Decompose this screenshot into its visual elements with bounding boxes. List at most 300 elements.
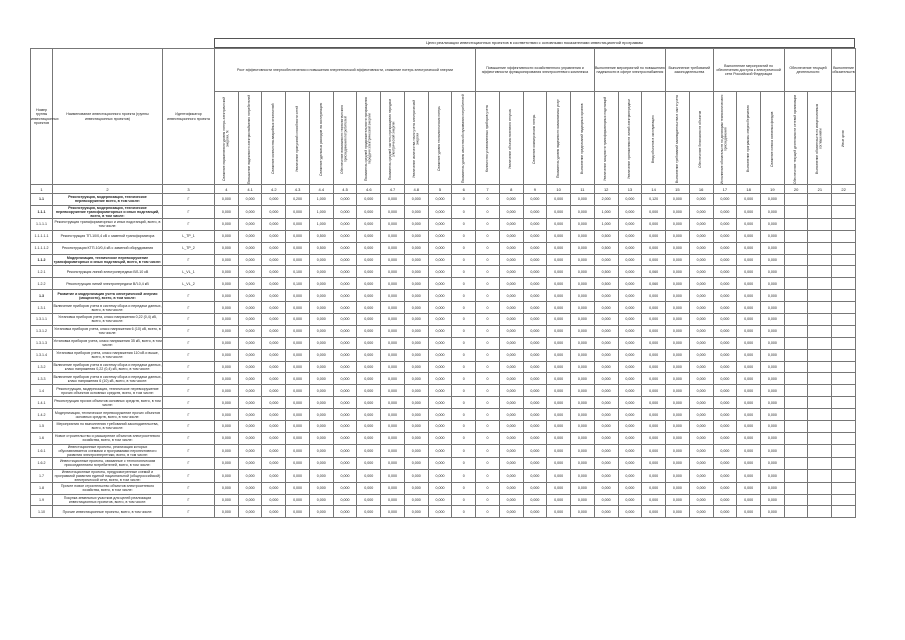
- row-name: Установка приборов учета, класс напряжения 0,22 (0,4) кВ, всего, в том числе:: [53, 314, 163, 326]
- row-value: 0,000: [404, 385, 428, 397]
- table-row: [31, 194, 856, 206]
- row-value: 0,000: [737, 325, 761, 337]
- row-value: 0,000: [642, 254, 666, 266]
- column-number: 17: [713, 185, 737, 194]
- column-header-label: Снижение коммерческих потерь: [532, 114, 537, 164]
- row-identifier: Г: [163, 421, 215, 433]
- row-value: 0,000: [404, 361, 428, 373]
- column-header-label: Выполнение обязательств по концессионным соглашениям: [815, 103, 823, 175]
- row-value: 0,000: [333, 457, 357, 469]
- row-value: 0,000: [523, 290, 547, 302]
- row-value: 0,000: [262, 337, 286, 349]
- row-value: 0,000: [238, 397, 262, 409]
- column-header: [666, 92, 690, 185]
- column-header-label: Повышение надежности электроснабжения потребителей: [247, 94, 252, 184]
- row-value: 0,000: [309, 432, 333, 444]
- row-value: 0: [452, 325, 476, 337]
- column-header-label: Снижение нормативного уровня потерь электрической энергии, %: [221, 97, 230, 181]
- row-value: 0,000: [286, 230, 310, 242]
- row-value: 0,000: [333, 205, 357, 218]
- column-header-label: Выполнение программы энергосбережения: [745, 105, 750, 173]
- row-value: 0,000: [594, 469, 618, 482]
- row-value: 0,000: [523, 432, 547, 444]
- row-value: 0,000: [618, 444, 642, 457]
- row-name: Модернизация, техническое перевооружение прочих объектов основных средств, всего, в том числе:: [53, 409, 163, 421]
- column-header: [476, 92, 500, 185]
- row-value: 0,000: [238, 242, 262, 254]
- row-value: 0,000: [309, 444, 333, 457]
- row-number: 1.1.1: [31, 205, 53, 218]
- row-value-empty: [832, 337, 856, 349]
- top-band-heading: Цели реализации инвестиционных проектов в соответствии с основными показателями инвестиционной программы: [214, 38, 855, 48]
- row-value: 0,000: [333, 444, 357, 457]
- row-value: 0,000: [737, 469, 761, 482]
- column-number: 19: [760, 185, 784, 194]
- row-value: 0,000: [262, 457, 286, 469]
- row-number: 1.1.1.1.1: [31, 230, 53, 242]
- group-header: Выполнение обязательств: [832, 49, 856, 92]
- column-header: [381, 92, 405, 185]
- row-value-empty: [832, 432, 856, 444]
- column-header: [594, 92, 618, 185]
- row-value: 0,000: [713, 254, 737, 266]
- row-value: 0,000: [594, 254, 618, 266]
- group-header: Выполнение мероприятий по повышению надежности в сфере электроснабжения: [594, 49, 665, 92]
- row-value-empty: [832, 385, 856, 397]
- column-header-label: Исполнение обязательств по договорам технологического присоединения: [720, 94, 728, 184]
- column-header: [571, 92, 595, 185]
- column-header: [452, 92, 476, 185]
- column-number: 22: [832, 185, 856, 194]
- row-name: Включение приборов учета в систему сбора и передачи данных, всего, в том числе:: [53, 303, 162, 312]
- row-number: 1.6.1: [31, 444, 53, 457]
- column-header: [760, 92, 784, 185]
- row-value-empty: [784, 278, 808, 290]
- row-value: 0,000: [760, 409, 784, 421]
- row-value: 0,000: [499, 254, 523, 266]
- row-value: 0,000: [666, 444, 690, 457]
- row-value: 0,000: [713, 444, 737, 457]
- row-value: 0,000: [404, 397, 428, 409]
- column-header: [404, 92, 428, 185]
- row-name: Реконструкция линий электропередачи ВЛ-0,4 кВ: [53, 278, 163, 290]
- row-value: 1,000: [309, 194, 333, 206]
- row-value: 0,000: [309, 385, 333, 397]
- row-value: 0,000: [666, 278, 690, 290]
- table-row: [31, 278, 856, 290]
- row-value: 0,000: [523, 457, 547, 469]
- row-value: 0,060: [642, 266, 666, 278]
- table-row: [31, 506, 856, 518]
- column-header-label: Иные цели: [840, 130, 845, 148]
- row-value: 0,000: [547, 242, 571, 254]
- row-value: 0,000: [689, 432, 713, 444]
- row-value: 0,000: [499, 482, 523, 494]
- row-value: 0,000: [594, 482, 618, 494]
- row-identifier: L_VL_1: [163, 266, 215, 278]
- row-value: 0,000: [499, 290, 523, 302]
- row-value: 0,000: [381, 506, 405, 518]
- row-value-empty: [808, 325, 832, 337]
- row-value: 0,000: [215, 349, 239, 361]
- row-value: 0,000: [215, 397, 239, 409]
- row-value: 0,000: [547, 385, 571, 397]
- column-number: 3: [163, 185, 215, 194]
- table-row: [31, 397, 856, 409]
- row-value: 0,000: [666, 361, 690, 373]
- row-value: 0,000: [215, 494, 239, 506]
- column-number: 4.2: [262, 185, 286, 194]
- row-value: 0,000: [357, 278, 381, 290]
- row-value: 0,000: [618, 314, 642, 326]
- row-value: 0,000: [737, 218, 761, 230]
- row-value: 0,000: [357, 506, 381, 518]
- row-value: 0,000: [618, 254, 642, 266]
- row-value: 0,000: [499, 194, 523, 206]
- row-value-empty: [784, 349, 808, 361]
- row-value: 0,000: [215, 361, 239, 373]
- row-value: 0,000: [428, 266, 452, 278]
- row-value: 0,000: [547, 230, 571, 242]
- row-number: 1.1.1.1: [31, 218, 53, 230]
- row-number: 1.1: [31, 194, 53, 206]
- row-value: 0,000: [760, 194, 784, 206]
- row-value: 0,000: [238, 349, 262, 361]
- row-value: 0,000: [547, 482, 571, 494]
- row-value: 0,000: [737, 349, 761, 361]
- row-value: 0,000: [262, 325, 286, 337]
- row-value: 0,000: [737, 397, 761, 409]
- row-value: 0,000: [215, 421, 239, 433]
- group-header: Обеспечение текущей деятельности: [784, 49, 831, 92]
- row-value: 0,000: [357, 469, 381, 482]
- row-value: 0,000: [547, 254, 571, 266]
- row-value: 0,000: [215, 337, 239, 349]
- row-value-empty: [832, 444, 856, 457]
- row-value: 0,000: [547, 494, 571, 506]
- row-value: 0,000: [666, 254, 690, 266]
- row-value: 0: [476, 469, 500, 482]
- row-value: 0,000: [333, 242, 357, 254]
- row-value: 0,000: [547, 444, 571, 457]
- row-value: 0,000: [713, 218, 737, 230]
- row-value: 0,000: [666, 230, 690, 242]
- row-value: 0,000: [594, 290, 618, 302]
- row-value: 0,000: [333, 432, 357, 444]
- column-number: 11: [571, 185, 595, 194]
- table-row: [31, 266, 856, 278]
- row-value: 0,000: [238, 506, 262, 518]
- column-header-label: Увеличение количества точек учета электрической энергии: [411, 99, 420, 179]
- row-value: 0,000: [428, 397, 452, 409]
- row-value-empty: [832, 314, 856, 326]
- row-value: 0,000: [571, 290, 595, 302]
- row-value: 0,000: [760, 444, 784, 457]
- row-value: 0,000: [428, 278, 452, 290]
- row-value: 0: [476, 494, 500, 506]
- row-value: 0: [452, 444, 476, 457]
- table-body: [31, 194, 856, 518]
- row-value: 0: [476, 409, 500, 421]
- group-header: Рост эффективности энергообеспечения и повышения энергетической эффективности, снижение потерь электрической энергии: [215, 49, 476, 92]
- row-value: 0,000: [713, 409, 737, 421]
- row-value: 0,000: [499, 314, 523, 326]
- row-value-empty: [784, 397, 808, 409]
- row-value-empty: [808, 397, 832, 409]
- row-value: 0,000: [215, 373, 239, 385]
- row-value: 0: [452, 506, 476, 518]
- row-value: 0,000: [618, 194, 642, 206]
- row-value: 0,000: [404, 482, 428, 494]
- row-value: 0,000: [713, 290, 737, 302]
- row-value: 0,000: [760, 506, 784, 518]
- row-value: 0: [452, 290, 476, 302]
- row-value-empty: [784, 432, 808, 444]
- row-name: Модернизация, техническое перевооружение трансформаторных и иных подстанций, всего, в том числе:: [53, 256, 162, 264]
- row-value: 0,000: [333, 482, 357, 494]
- row-value: 0,000: [238, 314, 262, 326]
- row-value: 0,000: [262, 290, 286, 302]
- row-value: 0,000: [286, 409, 310, 421]
- row-value: 0,000: [428, 494, 452, 506]
- row-number: 1.7: [31, 469, 53, 482]
- row-value: 0,500: [594, 266, 618, 278]
- row-value: 0,000: [689, 444, 713, 457]
- row-value: 0: [476, 278, 500, 290]
- row-value: 0,000: [618, 397, 642, 409]
- column-header-label: Выполнение предписаний надзорных органов: [579, 103, 584, 175]
- row-name: Реконструкция ТП-10/0,4 кВ с заменой трансформатора: [53, 230, 163, 242]
- row-value: 0,000: [618, 432, 642, 444]
- row-value: 0: [452, 337, 476, 349]
- table-row: [31, 337, 856, 349]
- row-number: 1.3.1.4: [31, 349, 53, 361]
- row-name: Новое строительство и расширение объектов электросетевого хозяйства, всего, в том числе:: [53, 432, 163, 444]
- row-number: 1.3.1.1: [31, 314, 53, 326]
- row-value: 0,000: [381, 397, 405, 409]
- row-value: 0,000: [215, 242, 239, 254]
- row-value: 0,000: [262, 302, 286, 314]
- row-value: 1,000: [309, 205, 333, 218]
- column-number-row: [31, 185, 856, 194]
- row-value: 0,000: [547, 325, 571, 337]
- header-name: Наименование инвестиционного проекта (группы инвестиционных проектов): [53, 49, 163, 185]
- row-value: 0,000: [523, 397, 547, 409]
- row-value: 0,000: [618, 242, 642, 254]
- row-value: 0,000: [309, 254, 333, 266]
- row-value: 0,000: [642, 506, 666, 518]
- row-value: 0,000: [428, 506, 452, 518]
- row-value-empty: [784, 230, 808, 242]
- row-value: 0,000: [689, 266, 713, 278]
- row-value: 0,000: [571, 397, 595, 409]
- row-value: 0,000: [666, 397, 690, 409]
- row-value: 0,000: [523, 254, 547, 266]
- row-value: 0,000: [523, 373, 547, 385]
- table-row: [31, 373, 856, 385]
- row-value: 0,000: [571, 409, 595, 421]
- row-value: 0,000: [499, 421, 523, 433]
- row-value: 0,000: [428, 205, 452, 218]
- row-value: 0,000: [381, 421, 405, 433]
- row-value: 0,000: [215, 266, 239, 278]
- row-value-empty: [832, 230, 856, 242]
- row-value: 0: [476, 385, 500, 397]
- row-value: 0,000: [760, 266, 784, 278]
- row-value: 0,000: [523, 469, 547, 482]
- row-value: 0,000: [713, 337, 737, 349]
- row-value: 0,000: [571, 337, 595, 349]
- row-value: 0,000: [642, 444, 666, 457]
- row-value: 0,000: [238, 432, 262, 444]
- row-value: 0,000: [333, 337, 357, 349]
- row-value: 0,000: [499, 337, 523, 349]
- row-value: 0,000: [381, 349, 405, 361]
- row-value: 0,000: [737, 421, 761, 433]
- row-value: 0,000: [547, 421, 571, 433]
- row-value: 0,000: [381, 457, 405, 469]
- row-value: 0,000: [428, 457, 452, 469]
- column-header: [309, 92, 333, 185]
- row-value: 0,000: [381, 314, 405, 326]
- row-value: 0,000: [404, 349, 428, 361]
- row-value: 0,000: [689, 373, 713, 385]
- row-value: 0: [452, 194, 476, 206]
- row-value: 0,000: [618, 457, 642, 469]
- row-value: 0,000: [333, 349, 357, 361]
- row-value: 0,000: [499, 469, 523, 482]
- row-value: 0,000: [713, 506, 737, 518]
- row-value: 0,000: [309, 290, 333, 302]
- row-value: 0: [476, 457, 500, 469]
- row-value: 0,000: [737, 205, 761, 218]
- row-value: 0,000: [262, 494, 286, 506]
- table-row: [31, 457, 856, 469]
- row-value: 0,000: [215, 444, 239, 457]
- row-value: 0,000: [499, 506, 523, 518]
- row-value: 0,000: [381, 469, 405, 482]
- column-header-label: Количество установленных приборов учета: [484, 105, 489, 173]
- row-value: 0,000: [262, 385, 286, 397]
- row-value: 0,000: [760, 242, 784, 254]
- row-value: 0,000: [428, 421, 452, 433]
- row-value: 0,000: [689, 385, 713, 397]
- row-value-empty: [832, 205, 856, 218]
- row-name: Инвестиционные проекты, связанные с технологическим присоединением потребителей, всего, в том числе:: [53, 457, 163, 469]
- row-value: 0,000: [404, 205, 428, 218]
- row-value-empty: [808, 457, 832, 469]
- row-name: Реконструкция, модернизация, техническое перевооружение прочих объектов основных средств, всего, в том числе:: [53, 385, 163, 397]
- row-value: 0,000: [499, 205, 523, 218]
- row-value: 0,000: [499, 432, 523, 444]
- row-number: 1.3.3: [31, 373, 53, 385]
- row-identifier: Г: [163, 373, 215, 385]
- row-value: 0,000: [262, 230, 286, 242]
- row-value: 0,000: [499, 230, 523, 242]
- column-number: 15: [666, 185, 690, 194]
- row-value: 0,000: [547, 218, 571, 230]
- row-value: 0,000: [238, 254, 262, 266]
- row-value: 0,000: [238, 482, 262, 494]
- row-value: 0,000: [571, 373, 595, 385]
- row-value: 0,000: [642, 361, 666, 373]
- row-value: 0,000: [642, 337, 666, 349]
- row-value: 0,000: [760, 278, 784, 290]
- row-value-empty: [808, 373, 832, 385]
- row-value: 0: [476, 205, 500, 218]
- row-identifier: Г: [163, 469, 215, 482]
- row-value: 0: [476, 302, 500, 314]
- row-value: 0: [476, 325, 500, 337]
- row-value: 0,000: [523, 349, 547, 361]
- row-value-empty: [808, 421, 832, 433]
- row-value-empty: [832, 457, 856, 469]
- row-value: 0,000: [666, 457, 690, 469]
- row-identifier: Г: [163, 349, 215, 361]
- table-row: [31, 432, 856, 444]
- row-value: 0,000: [713, 194, 737, 206]
- row-value: 0,000: [238, 218, 262, 230]
- row-value: 0,000: [760, 482, 784, 494]
- row-value: 0,000: [737, 337, 761, 349]
- row-value: 0,000: [571, 194, 595, 206]
- row-value: 0,000: [404, 469, 428, 482]
- row-value: 0,000: [286, 494, 310, 506]
- row-value: 0,000: [404, 409, 428, 421]
- row-number: 1.3.1.3: [31, 337, 53, 349]
- column-header: [713, 92, 737, 185]
- row-value: 0,000: [571, 205, 595, 218]
- row-identifier: Г: [163, 397, 215, 409]
- row-value: 0,000: [713, 325, 737, 337]
- row-identifier: Г: [163, 409, 215, 421]
- row-value-empty: [832, 373, 856, 385]
- row-value: 0,060: [642, 278, 666, 290]
- row-value: 0,000: [713, 457, 737, 469]
- row-value: 0,000: [286, 302, 310, 314]
- row-value-empty: [784, 194, 808, 206]
- row-value: 0: [476, 266, 500, 278]
- column-number: 10: [547, 185, 571, 194]
- column-header: [357, 92, 381, 185]
- row-value: 0,000: [286, 397, 310, 409]
- row-value: 0,000: [666, 266, 690, 278]
- row-value: 0,000: [499, 373, 523, 385]
- row-value: 0,000: [737, 302, 761, 314]
- row-identifier: Г: [163, 325, 215, 337]
- row-value: 0,000: [381, 302, 405, 314]
- row-value: 0,000: [238, 469, 262, 482]
- row-value: 0,000: [357, 194, 381, 206]
- column-header-label: Показатель уровня качества обслуживания потребителей: [460, 94, 465, 184]
- row-value: 0,000: [238, 409, 262, 421]
- row-value: 0,000: [357, 266, 381, 278]
- row-value: 0,000: [499, 444, 523, 457]
- row-value: 0,000: [286, 373, 310, 385]
- row-value: 0,000: [618, 469, 642, 482]
- row-value: 0,000: [428, 230, 452, 242]
- row-value: 0,000: [215, 314, 239, 326]
- row-value: 0,000: [381, 337, 405, 349]
- row-name: Прочее новое строительство объектов электросетевого хозяйства, всего, в том числе:: [53, 482, 163, 494]
- row-number: 1.1.2: [31, 254, 53, 266]
- row-name: Реконструкция прочих объектов основных средств, всего, в том числе:: [54, 398, 161, 407]
- row-value: 0,500: [594, 242, 618, 254]
- row-value: 0: [452, 349, 476, 361]
- row-value: 0: [452, 397, 476, 409]
- row-value: 1,000: [594, 205, 618, 218]
- row-identifier: L_VL_2: [163, 278, 215, 290]
